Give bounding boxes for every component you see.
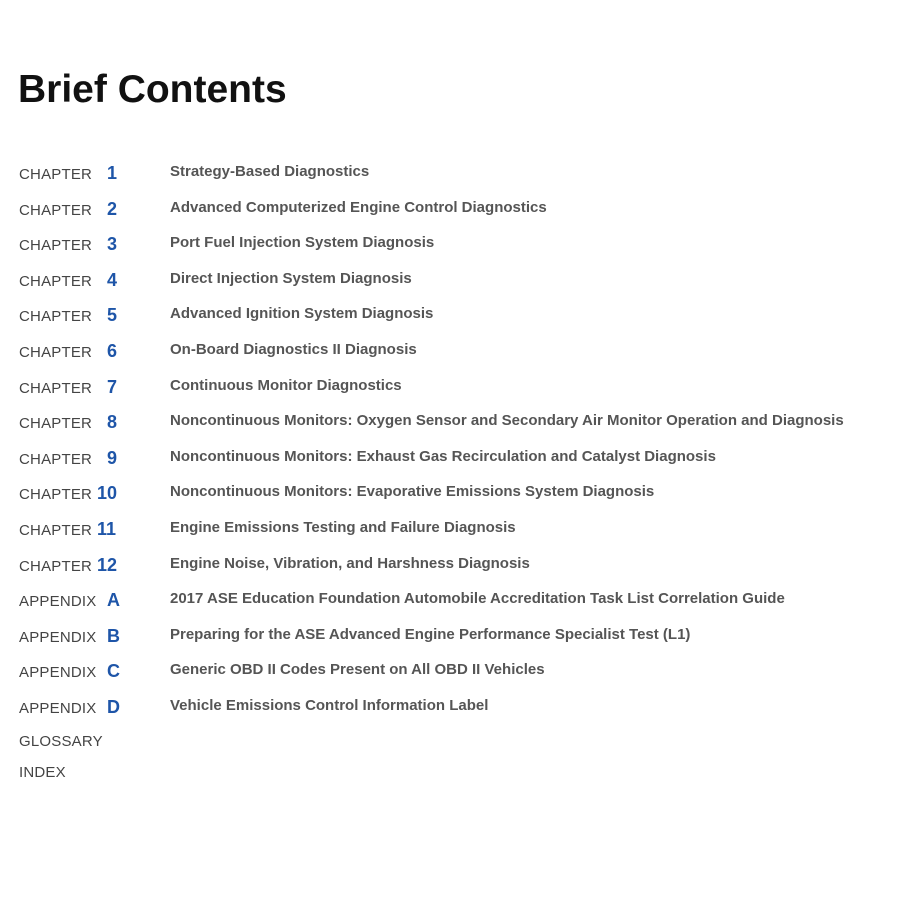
entry-label: CHAPTER — [19, 166, 93, 183]
entry-label: APPENDIX — [19, 699, 97, 717]
toc-entry-appendix-b[interactable] — [19, 619, 889, 655]
entry-title[interactable]: Generic OBD II Codes Present on All OBD II Vehicles — [170, 661, 545, 679]
entry-label: CHAPTER — [19, 237, 93, 255]
entry-label: CHAPTER — [19, 201, 93, 219]
entry-title[interactable]: Noncontinuous Monitors: Oxygen Sensor and Secondary Air Monitor Operation and Diagnosis — [170, 412, 844, 430]
toc-entry-chapter-3[interactable] — [19, 227, 889, 263]
entry-label: CHAPTER — [19, 379, 93, 397]
toc-entry-appendix-c[interactable] — [19, 654, 889, 690]
entry-label: APPENDIX — [19, 593, 97, 611]
entry-title[interactable]: Vehicle Emissions Control Information Label — [170, 696, 489, 714]
toc-entry-chapter-10[interactable] — [19, 476, 889, 512]
entry-label: CHAPTER — [19, 486, 93, 504]
entry-number: D — [107, 696, 120, 717]
entry-number: 4 — [107, 269, 118, 290]
toc-list — [19, 156, 889, 726]
toc-entry-chapter-12[interactable] — [19, 548, 889, 584]
entry-number: 6 — [107, 340, 118, 361]
entry-number: 10 — [97, 483, 118, 504]
entry-number: A — [107, 590, 120, 611]
entry-title[interactable]: Noncontinuous Monitors: Exhaust Gas Recirculation and Catalyst Diagnosis — [170, 447, 716, 465]
toc-entry-chapter-2[interactable] — [19, 192, 889, 228]
entry-number: 3 — [107, 234, 118, 255]
entry-number: 2 — [107, 198, 118, 219]
entry-label: CHAPTER — [19, 557, 93, 575]
toc-entry-chapter-6[interactable] — [19, 334, 889, 370]
entry-label: CHAPTER — [19, 272, 93, 290]
toc-entry-chapter-8[interactable] — [19, 405, 889, 441]
toc-entry-chapter-4[interactable] — [19, 263, 889, 299]
entry-title[interactable]: Advanced Computerized Engine Control Diagnostics — [170, 198, 547, 216]
entry-label: CHAPTER — [19, 343, 93, 361]
entry-number: C — [107, 661, 120, 682]
entry-title[interactable]: Engine Emissions Testing and Failure Diagnosis — [170, 518, 516, 536]
entry-title[interactable]: Port Fuel Injection System Diagnosis — [170, 234, 435, 252]
entry-title[interactable]: Preparing for the ASE Advanced Engine Performance Specialist Test (L1) — [170, 625, 691, 643]
toc-entry-appendix-d[interactable] — [19, 690, 889, 726]
entry-title[interactable]: Strategy-Based Diagnostics — [170, 163, 370, 180]
toc-entry-appendix-a[interactable] — [19, 583, 889, 619]
entry-label: APPENDIX — [19, 664, 97, 682]
entry-title[interactable]: Continuous Monitor Diagnostics — [170, 376, 402, 394]
entry-label: CHAPTER — [19, 521, 93, 539]
toc-entry-chapter-1[interactable] — [19, 156, 889, 192]
toc-entry-chapter-9[interactable] — [19, 441, 889, 477]
entry-title[interactable]: Direct Injection System Diagnosis — [170, 269, 412, 287]
entry-label: CHAPTER — [19, 415, 93, 433]
entry-number: 8 — [107, 412, 118, 433]
entry-number: 9 — [107, 447, 118, 468]
toc-entry-chapter-11[interactable] — [19, 512, 889, 548]
entry-title[interactable]: Noncontinuous Monitors: Evaporative Emissions System Diagnosis — [170, 483, 655, 501]
entry-title[interactable]: Engine Noise, Vibration, and Harshness Diagnosis — [170, 554, 530, 572]
entry-label: APPENDIX — [19, 628, 97, 646]
entry-title[interactable]: On-Board Diagnostics II Diagnosis — [170, 340, 417, 358]
entry-number: B — [107, 625, 120, 646]
entry-number: 1 — [107, 163, 118, 183]
entry-label: CHAPTER — [19, 308, 93, 326]
toc-entry-chapter-7[interactable] — [19, 370, 889, 406]
entry-label: CHAPTER — [19, 450, 93, 468]
page-title: Brief Contents — [18, 68, 287, 111]
index-link[interactable]: INDEX — [19, 764, 66, 781]
entry-number: 11 — [97, 518, 117, 539]
glossary-link[interactable]: GLOSSARY — [19, 733, 103, 750]
entry-title[interactable]: 2017 ASE Education Foundation Automobile Accreditation Task List Correlation Guide — [170, 590, 785, 608]
entry-number: 12 — [97, 554, 118, 575]
toc-entry-chapter-5[interactable] — [19, 298, 889, 334]
entry-title[interactable]: Advanced Ignition System Diagnosis — [170, 305, 434, 323]
entry-number: 7 — [107, 376, 118, 397]
entry-number: 5 — [107, 305, 118, 326]
